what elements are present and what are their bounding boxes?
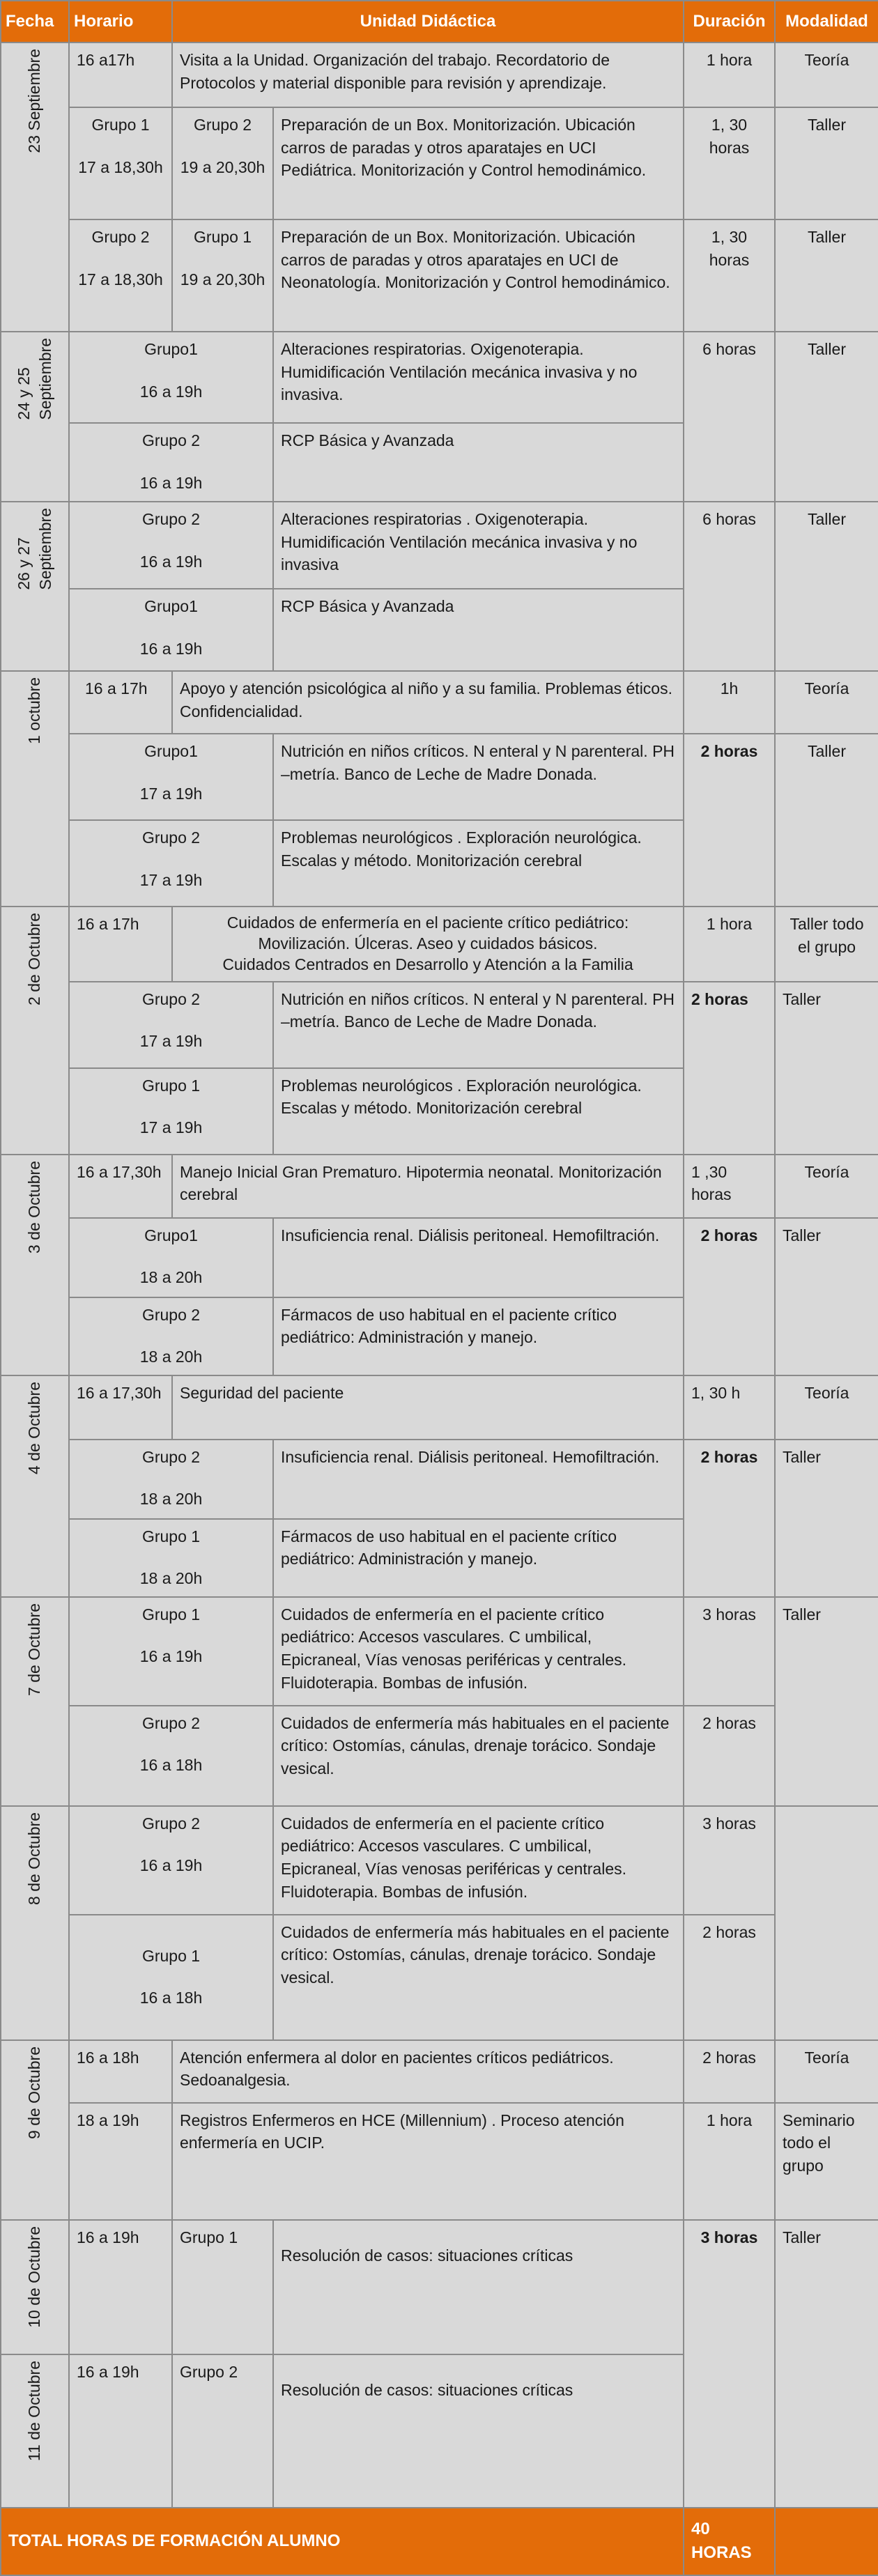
group-time-cell: Grupo 1 18 a 20h [69,1519,273,1597]
modalidad-cell: Taller [775,502,878,671]
horario-cell: 16 a 17,30h [69,1375,172,1440]
group-time-cell: Grupo 2 16 a 18h [69,1706,273,1806]
horario-cell: 16 a 19h [69,2220,172,2354]
horario-cell: 16 a 17h [69,671,172,734]
table-row [1,2040,878,2103]
table-row [1,1375,878,1440]
modalidad-cell: Taller todo el grupo [775,907,878,982]
duracion-cell: 2 horas [684,2040,775,2103]
unidad-cell: Problemas neurológicos . Exploración neurológica. Escalas y método. Monitorización cerebral [273,820,684,907]
total-row [1,2508,878,2575]
modalidad-cell: Teoría [775,2040,878,2103]
group-time-cell: Grupo 2 16 a 19h [69,423,273,502]
table-row [1,671,878,734]
duracion-cell: 1 hora [684,43,775,107]
table-row [1,2220,878,2354]
group-time-cell: Grupo 1 16 a 18h [69,1915,273,2040]
horario-cell: 16 a 19h [69,2354,172,2508]
group-time-cell: Grupo 1 17 a 19h [69,1068,273,1155]
unidad-cell: Apoyo y atención psicológica al niño y a su familia. Problemas éticos. Confidencialidad. [172,671,684,734]
table-row [1,1915,878,2040]
modalidad-cell: Teoría [775,1375,878,1440]
header-modalidad: Modalidad [775,1,878,43]
duracion-cell: 3 horas [684,1806,775,1915]
date-cell: 1 octubre [1,671,69,907]
modalidad-cell [775,1806,878,2040]
modalidad-cell: Seminario todo el grupo [775,2103,878,2220]
table-row [1,502,878,589]
duracion-cell: 3 horas [684,1597,775,1706]
unidad-cell: Registros Enfermeros en HCE (Millennium) . Proceso atención enfermería en UCIP. [172,2103,684,2220]
total-value: 40 HORAS [684,2508,775,2575]
table-row [1,734,878,820]
duracion-cell: 1h [684,671,775,734]
group-time-cell: Grupo 1 16 a 19h [69,1597,273,1706]
date-cell: 26 y 27 Septiembre [1,502,69,671]
unidad-cell: Atención enfermera al dolor en pacientes críticos pediátricos. Sedoanalgesia. [172,2040,684,2103]
unidad-cell: Manejo Inicial Gran Prematuro. Hipotermia neonatal. Monitorización cerebral [172,1155,684,1218]
horario-cell: 16 a 17,30h [69,1155,172,1218]
duracion-cell: 1 hora [684,2103,775,2220]
modalidad-cell: Teoría [775,43,878,107]
group-time-cell: Grupo 2 17 a 18,30h [69,219,172,332]
date-cell: 7 de Octubre [1,1597,69,1806]
table-row [1,907,878,982]
table-row [1,332,878,423]
grupo-cell: Grupo 1 [172,2220,273,2354]
unidad-cell: Insuficiencia renal. Diálisis peritoneal. Hemofiltración. [273,1440,684,1519]
group-time-cell: Grupo1 16 a 19h [69,589,273,671]
duracion-cell: 1 hora [684,907,775,982]
group-time-cell: Grupo 2 17 a 19h [69,982,273,1068]
duracion-cell: 6 horas [684,502,775,671]
modalidad-cell: Taller [775,107,878,219]
date-cell: 23 Septiembre [1,43,69,332]
date-cell: 10 de Octubre [1,2220,69,2354]
group-time-cell: Grupo1 16 a 19h [69,332,273,423]
duracion-cell: 1, 30 h [684,1375,775,1440]
table-row [1,107,878,219]
unidad-cell: Cuidados de enfermería más habituales en el paciente crítico: Ostomías, cánulas, drenaje torácico. Sondaje vesical. [273,1915,684,2040]
table-row [1,1706,878,1806]
grupo-cell: Grupo 2 [172,2354,273,2508]
group-time-cell: Grupo 2 16 a 19h [69,1806,273,1915]
unidad-cell: Nutrición en niños críticos. N enteral y N parenteral. PH –metría. Banco de Leche de Madre Donada. [273,734,684,820]
table-row [1,982,878,1068]
duracion-cell: 6 horas [684,332,775,502]
duracion-cell: 1 ,30 horas [684,1155,775,1218]
unidad-cell: Nutrición en niños críticos. N enteral y N parenteral. PH –metría. Banco de Leche de Madre Donada. [273,982,684,1068]
duracion-cell: 3 horas [684,2220,775,2508]
group-time-cell: Grupo 1 19 a 20,30h [172,219,273,332]
unidad-cell: Resolución de casos: situaciones críticas [273,2354,684,2508]
group-time-cell: Grupo 2 18 a 20h [69,1440,273,1519]
table-row [1,43,878,107]
duracion-cell: 2 horas [684,982,775,1155]
modalidad-cell: Taller [775,982,878,1155]
group-time-cell: Grupo 2 17 a 19h [69,820,273,907]
unidad-cell: Fármacos de uso habitual en el paciente crítico pediátrico: Administración y manejo. [273,1519,684,1597]
unidad-cell: Alteraciones respiratorias. Oxigenoterapia. Humidificación Ventilación mecánica invasiva y no invasiva. [273,332,684,423]
unidad-cell: Resolución de casos: situaciones críticas [273,2220,684,2354]
unidad-cell: Cuidados de enfermería en el paciente crítico pediátrico: Accesos vasculares. C umbilical, Epicraneal, Vías venosas periféricas y centrales. Fluidoterapia. Bombas de infusión. [273,1806,684,1915]
modalidad-cell: Taller [775,1218,878,1375]
group-time-cell: Grupo 1 17 a 18,30h [69,107,172,219]
header-row [1,1,878,43]
table-row [1,1218,878,1297]
modalidad-cell: Taller [775,332,878,502]
horario-cell: 16 a 18h [69,2040,172,2103]
header-horario: Horario [69,1,172,43]
date-cell: 2 de Octubre [1,907,69,1155]
table-row [1,1440,878,1519]
modalidad-cell: Teoría [775,1155,878,1218]
total-empty [775,2508,878,2575]
table-row [1,219,878,332]
unidad-cell: Cuidados de enfermería en el paciente crítico pediátrico: Movilización. Úlceras. Aseo y cuidados básicos. Cuidados Centrados en Desarrollo y Atención a la Familia [172,907,684,982]
unidad-cell: Preparación de un Box. Monitorización. Ubicación carros de paradas y otros aparatajes en UCI de Neonatología. Monitorización y Control hemodinámico. [273,219,684,332]
unidad-cell: Problemas neurológicos . Exploración neurológica. Escalas y método. Monitorización cerebral [273,1068,684,1155]
group-time-cell: Grupo 2 19 a 20,30h [172,107,273,219]
modalidad-cell: Teoría [775,671,878,734]
table-row [1,1155,878,1218]
modalidad-cell: Taller [775,734,878,907]
unidad-cell: Cuidados de enfermería en el paciente crítico pediátrico: Accesos vasculares. C umbilical, Epicraneal, Vías venosas periféricas y centrales. Fluidoterapia. Bombas de infusión. [273,1597,684,1706]
table-row [1,1806,878,1915]
duracion-cell: 2 horas [684,1706,775,1806]
group-time-cell: Grupo1 18 a 20h [69,1218,273,1297]
group-time-cell: Grupo 2 16 a 19h [69,502,273,589]
date-cell: 4 de Octubre [1,1375,69,1597]
header-unidad: Unidad Didáctica [172,1,684,43]
modalidad-cell: Taller [775,1597,878,1806]
duracion-cell: 2 horas [684,1915,775,2040]
date-cell: 9 de Octubre [1,2040,69,2220]
unidad-cell: Fármacos de uso habitual en el paciente crítico pediátrico: Administración y manejo. [273,1297,684,1375]
unidad-cell: RCP Básica y Avanzada [273,423,684,502]
table-row [1,1597,878,1706]
unidad-cell: Insuficiencia renal. Diálisis peritoneal. Hemofiltración. [273,1218,684,1297]
group-time-cell: Grupo 2 18 a 20h [69,1297,273,1375]
group-time-cell: Grupo1 17 a 19h [69,734,273,820]
unidad-cell: Alteraciones respiratorias . Oxigenoterapia. Humidificación Ventilación mecánica invasiva y no invasiva [273,502,684,589]
unidad-cell: Seguridad del paciente [172,1375,684,1440]
unidad-cell: RCP Básica y Avanzada [273,589,684,671]
date-cell: 11 de Octubre [1,2354,69,2508]
duracion-cell: 2 horas [684,734,775,907]
modalidad-cell: Taller [775,1440,878,1597]
modalidad-cell: Taller [775,2220,878,2508]
horario-cell: 16 a17h [69,43,172,107]
table-row [1,2103,878,2220]
unidad-cell: Cuidados de enfermería más habituales en el paciente crítico: Ostomías, cánulas, drenaje torácico. Sondaje vesical. [273,1706,684,1806]
date-cell: 3 de Octubre [1,1155,69,1375]
duracion-cell: 1, 30 horas [684,107,775,219]
duracion-cell: 1, 30 horas [684,219,775,332]
horario-cell: 16 a 17h [69,907,172,982]
total-label: TOTAL HORAS DE FORMACIÓN ALUMNO [1,2508,684,2575]
horario-cell: 18 a 19h [69,2103,172,2220]
modalidad-cell: Taller [775,219,878,332]
date-cell: 8 de Octubre [1,1806,69,2040]
unidad-cell: Visita a la Unidad. Organización del trabajo. Recordatorio de Protocolos y material disponible para revisión y aprendizaje. [172,43,684,107]
duracion-cell: 2 horas [684,1218,775,1375]
duracion-cell: 2 horas [684,1440,775,1597]
unidad-cell: Preparación de un Box. Monitorización. Ubicación carros de paradas y otros aparatajes en UCI Pediátrica. Monitorización y Control hemodinámico. [273,107,684,219]
header-duracion: Duración [684,1,775,43]
header-fecha: Fecha [1,1,69,43]
date-cell: 24 y 25 Septiembre [1,332,69,502]
